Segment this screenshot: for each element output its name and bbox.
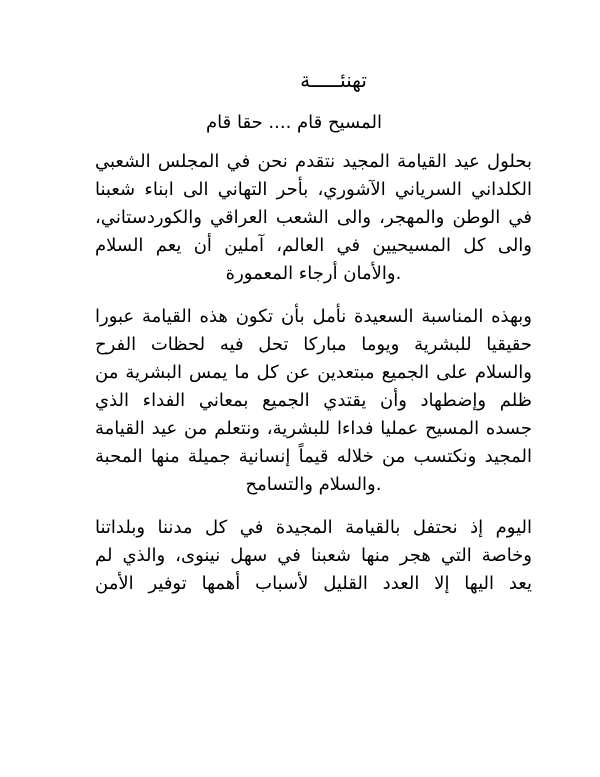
paragraph-line: حقيقيا للبشرية ويوما مباركا تحل فيه لحظات الفرح: [95, 334, 532, 355]
paragraph-3: [95, 514, 532, 598]
paragraph-line: الكلداني السرياني الآشوري، بأحر التهاني الى ابناء شعبنا: [95, 179, 532, 200]
paragraph-line: .والأمان أرجاء المعمورة: [225, 263, 402, 284]
paragraph-line: بحلول عيد القيامة المجيد نتقدم نحن في المجلس الشعبي: [95, 151, 532, 172]
paragraph-1: [95, 148, 532, 288]
paragraph-line: .والسلام والتسامح: [245, 474, 382, 495]
paragraph-line: وبهذه المناسبة السعيدة نأمل بأن تكون هذه القيامة عبورا: [95, 306, 532, 327]
paragraph-line: يعد اليها إلا العدد القليل لأسباب أهمها توفير الأمن: [95, 573, 532, 594]
paragraph-line: والى كل المسيحيين في العالم، آملين أن يعم السلام: [95, 235, 532, 256]
document-body: [95, 66, 532, 613]
paragraph-line: ظلم وإضطهاد وأن يقتدي الجميع بمعاني الفداء الذي: [95, 390, 532, 411]
paragraph-line: في الوطن والمهجر، والى الشعب العراقي والكوردستاني،: [95, 207, 532, 228]
paragraph-line: والسلام على الجميع مبتعدين عن كل ما يمس البشرية من: [95, 362, 532, 383]
paragraph-line: جسده المسيح عمليا فداءا للبشرية، ونتعلم من عيد القيامة: [95, 418, 532, 439]
paragraph-line: المجيد ونكتسب من خلاله قيماً إنسانية جميلة منها المحبة: [95, 446, 532, 467]
paragraph-2: [95, 303, 532, 499]
paragraph-line: اليوم إذ نحتفل بالقيامة المجيدة في كل مدننا وبلداتنا: [95, 517, 532, 538]
paragraph-line: وخاصة التي هجر منها شعبنا في سهل نينوى، والذي لم: [95, 545, 532, 566]
greeting-heading: تهنئـــــة: [300, 68, 367, 92]
easter-subtitle: المسيح قام .... حقا قام: [206, 112, 382, 133]
